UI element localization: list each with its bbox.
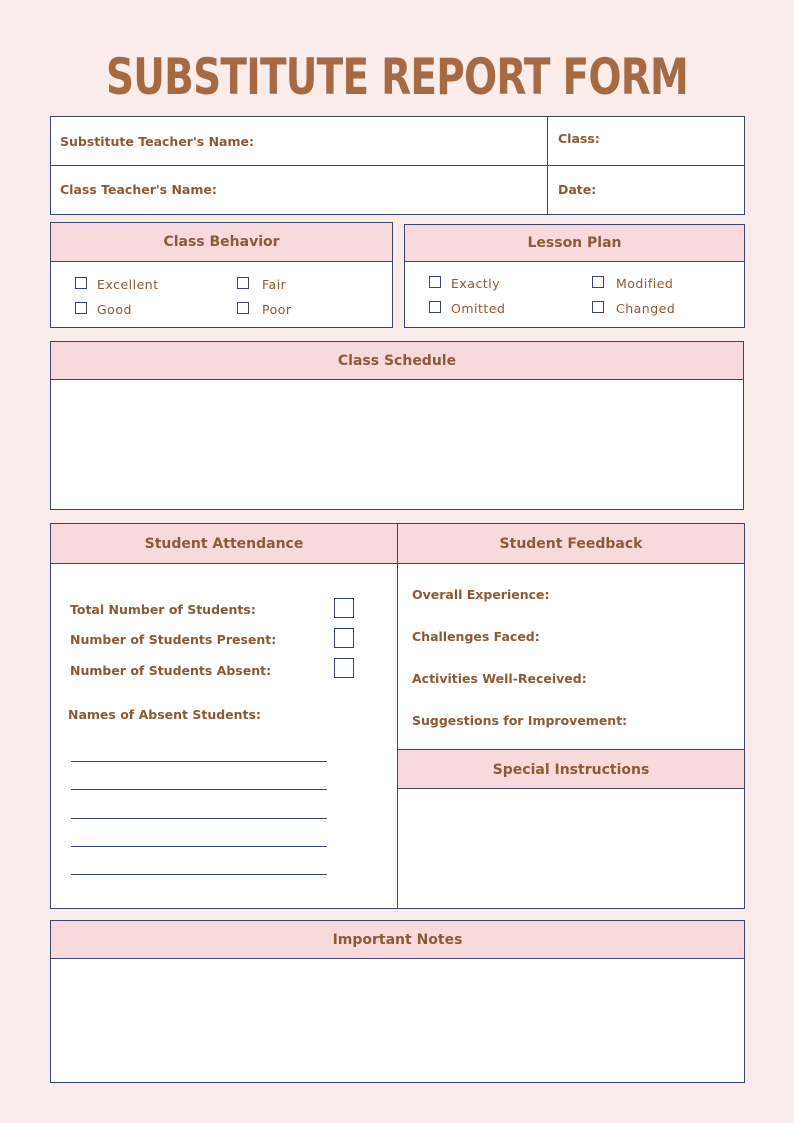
special-instructions-heading: Special Instructions bbox=[398, 749, 744, 789]
poor-label: Poor bbox=[262, 302, 292, 317]
challenges-faced-label[interactable]: Challenges Faced: bbox=[412, 629, 540, 644]
good-label: Good bbox=[97, 302, 132, 317]
total-students-box[interactable] bbox=[334, 598, 354, 618]
good-checkbox[interactable] bbox=[75, 302, 87, 314]
class-schedule-box[interactable] bbox=[50, 341, 744, 510]
fair-checkbox[interactable] bbox=[237, 277, 249, 289]
important-notes-heading: Important Notes bbox=[51, 921, 744, 959]
absent-name-line[interactable] bbox=[71, 846, 327, 847]
class-teacher-name-field[interactable]: Class Teacher's Name: bbox=[60, 182, 217, 197]
absent-name-line[interactable] bbox=[71, 818, 327, 819]
overall-experience-label[interactable]: Overall Experience: bbox=[412, 587, 550, 602]
attendance-feedback-box bbox=[50, 523, 745, 909]
student-feedback-heading: Student Feedback bbox=[398, 524, 744, 564]
students-present-label: Number of Students Present: bbox=[70, 632, 277, 647]
class-behavior-box bbox=[50, 222, 393, 328]
omitted-checkbox[interactable] bbox=[429, 301, 441, 313]
poor-checkbox[interactable] bbox=[237, 302, 249, 314]
students-absent-box[interactable] bbox=[334, 658, 354, 678]
students-present-box[interactable] bbox=[334, 628, 354, 648]
student-attendance-heading: Student Attendance bbox=[51, 524, 397, 564]
omitted-label: Omitted bbox=[451, 301, 506, 316]
date-field[interactable]: Date: bbox=[558, 182, 597, 197]
page-title: SUBSTITUTE REPORT FORM bbox=[105, 48, 689, 106]
suggestions-label[interactable]: Suggestions for Improvement: bbox=[412, 713, 628, 728]
exactly-label: Exactly bbox=[451, 276, 501, 291]
absent-names-label: Names of Absent Students: bbox=[68, 707, 261, 722]
exactly-checkbox[interactable] bbox=[429, 276, 441, 288]
absent-name-line[interactable] bbox=[71, 874, 327, 875]
class-behavior-heading: Class Behavior bbox=[51, 223, 392, 262]
modified-checkbox[interactable] bbox=[592, 276, 604, 288]
excellent-label: Excellent bbox=[97, 277, 159, 292]
lesson-plan-box bbox=[404, 224, 745, 328]
absent-name-line[interactable] bbox=[71, 789, 327, 790]
students-absent-label: Number of Students Absent: bbox=[70, 663, 272, 678]
total-students-label: Total Number of Students: bbox=[70, 602, 256, 617]
important-notes-box[interactable] bbox=[50, 920, 745, 1083]
changed-checkbox[interactable] bbox=[592, 301, 604, 313]
modified-label: Modified bbox=[616, 276, 674, 291]
class-schedule-heading: Class Schedule bbox=[51, 342, 743, 380]
changed-label: Changed bbox=[616, 301, 676, 316]
info-box bbox=[50, 116, 745, 215]
lesson-plan-heading: Lesson Plan bbox=[405, 225, 744, 262]
activities-well-received-label[interactable]: Activities Well-Received: bbox=[412, 671, 587, 686]
fair-label: Fair bbox=[262, 277, 287, 292]
class-field[interactable]: Class: bbox=[558, 131, 600, 146]
sub-teacher-name-field[interactable]: Substitute Teacher's Name: bbox=[60, 134, 254, 149]
excellent-checkbox[interactable] bbox=[75, 277, 87, 289]
absent-name-line[interactable] bbox=[71, 761, 327, 762]
